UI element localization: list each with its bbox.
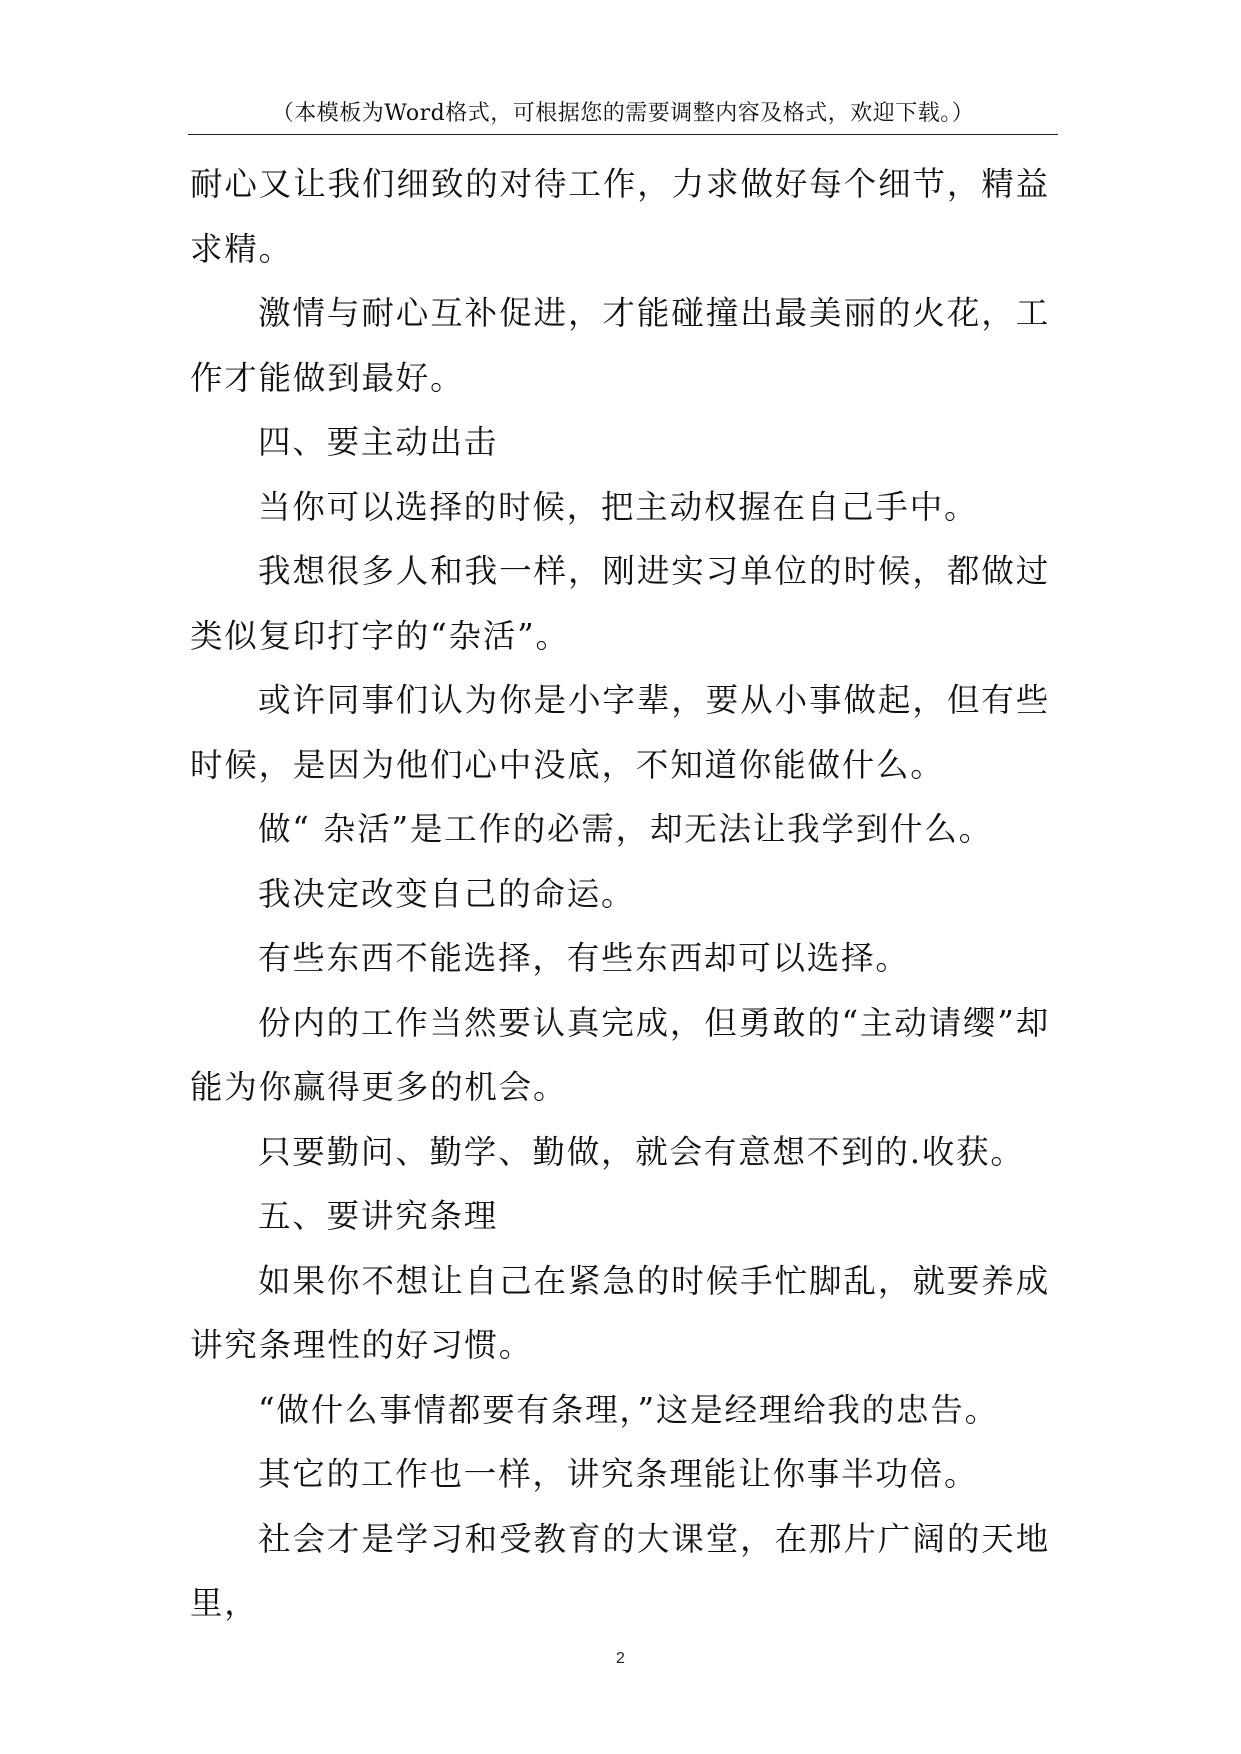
paragraph: 耐心又让我们细致的对待工作，力求做好每个细节，精益求精。 — [190, 165, 1050, 268]
paragraph: 做“ 杂活”是工作的必需，却无法让我学到什么。 — [258, 810, 993, 848]
paragraph: 份内的工作当然要认真完成，但勇敢的“主动请缨”却能为你赢得更多的机会。 — [190, 1003, 1050, 1106]
paragraph: 我想很多人和我一样，刚进实习单位的时候，都做过类似复印打字的“杂活”。 — [190, 552, 1050, 655]
page-header-note: （本模板为Word格式，可根据您的需要调整内容及格式，欢迎下载。） — [271, 101, 975, 126]
paragraph: 有些东西不能选择，有些东西却可以选择。 — [258, 939, 910, 977]
paragraph: 激情与耐心互补促进，才能碰撞出最美丽的火花，工作才能做到最好。 — [190, 294, 1050, 397]
section-heading: 五、要讲究条理 — [258, 1197, 499, 1235]
section-heading: 四、要主动出击 — [258, 423, 499, 461]
paragraph: 其它的工作也一样，讲究条理能让你事半功倍。 — [258, 1455, 979, 1493]
paragraph: 只要勤问、勤学、勤做，就会有意想不到的.收获。 — [258, 1132, 1025, 1171]
paragraph: 我决定改变自己的命运。 — [258, 874, 636, 913]
page-number: 2 — [616, 1650, 625, 1667]
header-divider — [188, 134, 1058, 135]
paragraph: 社会才是学习和受教育的大课堂，在那片广阔的天地里， — [190, 1519, 1050, 1622]
paragraph: 如果你不想让自己在紧急的时候手忙脚乱，就要养成讲究条理性的好习惯。 — [190, 1261, 1050, 1364]
paragraph: 或许同事们认为你是小字辈，要从小事做起，但有些时候，是因为他们心中没底，不知道你能做什么。 — [190, 681, 1050, 784]
paragraph: 当你可以选择的时候，把主动权握在自己手中。 — [258, 487, 979, 526]
document-body — [190, 152, 1050, 1636]
paragraph: “做什么事情都要有条理，”这是经理给我的忠告。 — [258, 1390, 999, 1429]
